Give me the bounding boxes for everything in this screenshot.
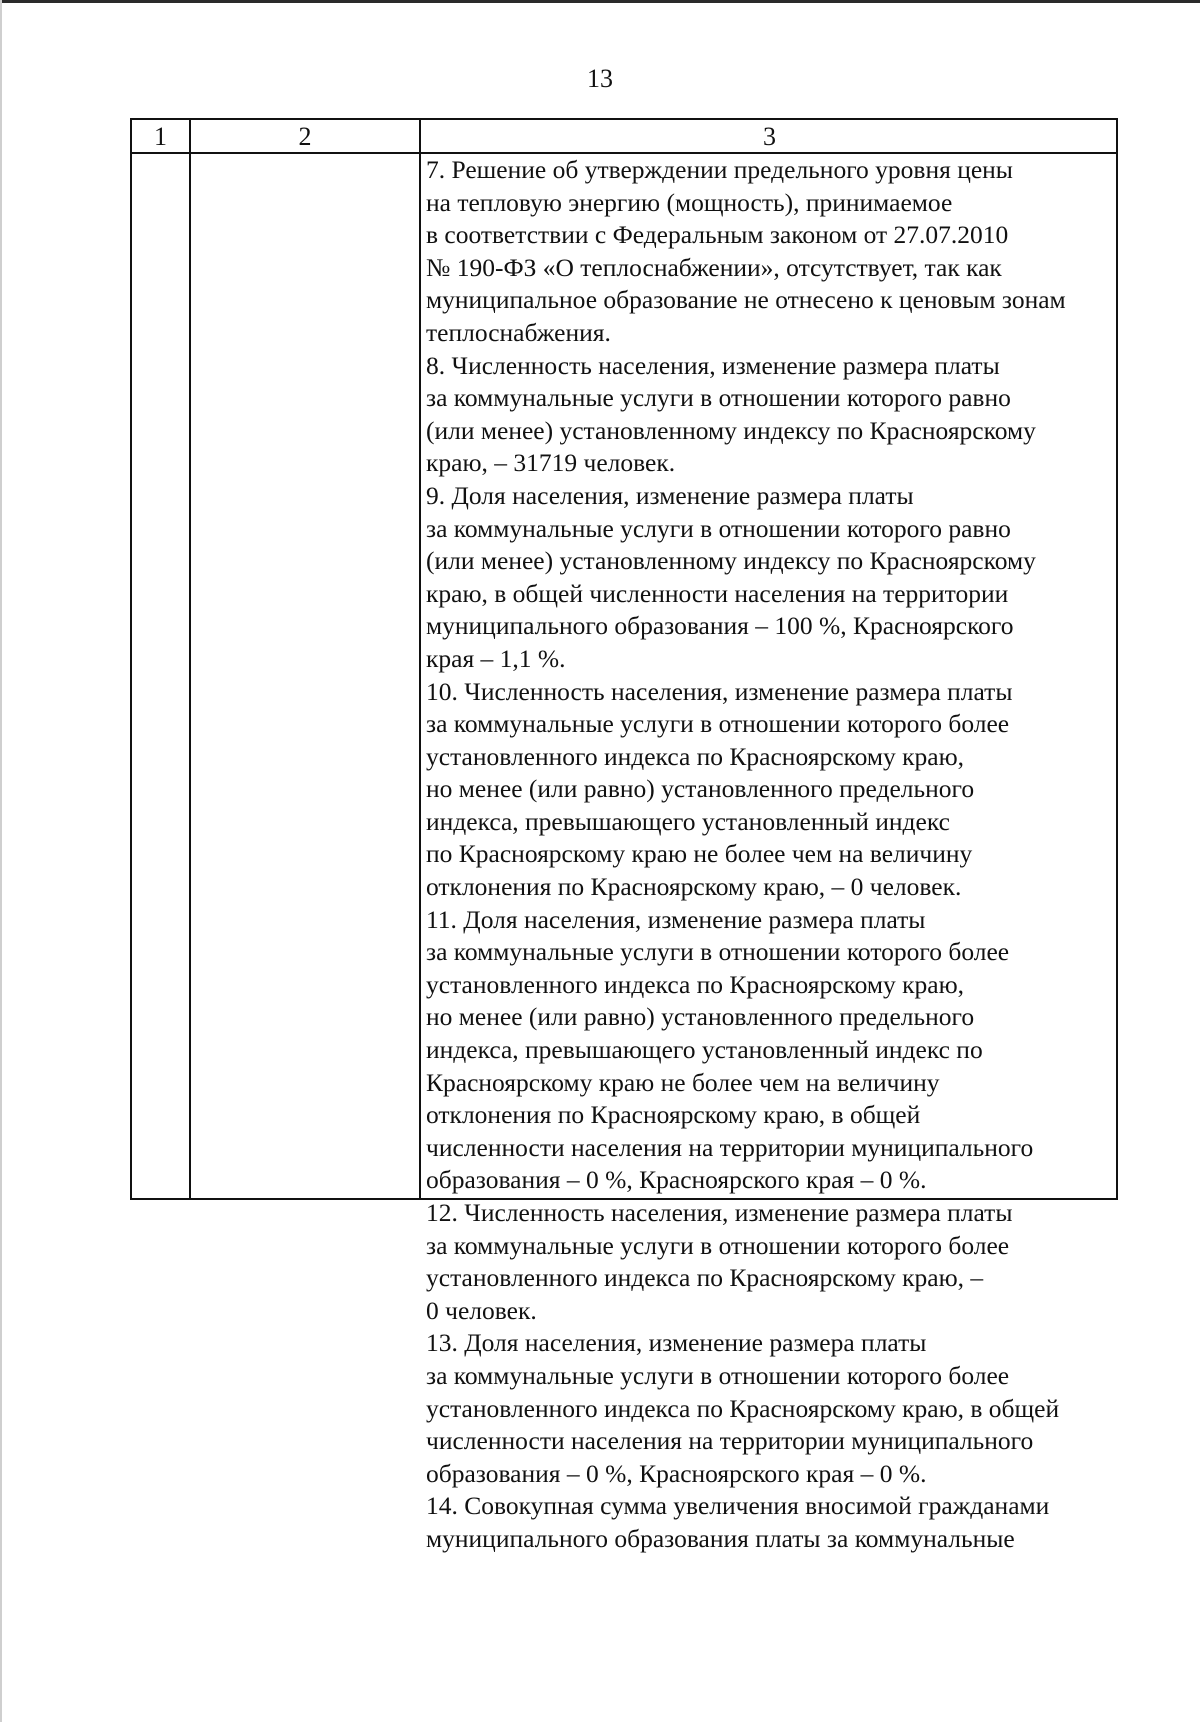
text-line: Красноярскому краю не более чем на величину	[426, 1067, 940, 1097]
text-line: образования – 0 %, Красноярского края – 0 %.	[426, 1458, 927, 1488]
column-header-2: 2	[298, 122, 312, 151]
text-line: но менее (или равно) установленного предельного	[426, 1002, 975, 1032]
text-line: индекса, превышающего установленный индекс по	[426, 1035, 983, 1065]
text-line: 14. Совокупная сумма увеличения вносимой гражданами	[426, 1491, 1050, 1521]
page-number: 13	[587, 64, 613, 93]
text-line: (или менее) установленному индексу по Красноярскому	[426, 415, 1036, 445]
text-line: образования – 0 %, Красноярского края – 0 %.	[426, 1165, 927, 1195]
scan-border-top	[0, 0, 1200, 3]
text-line: за коммунальные услуги в отношении которого равно	[426, 513, 1011, 543]
text-line: 0 человек.	[426, 1295, 537, 1325]
text-line: (или менее) установленному индексу по Красноярскому	[426, 546, 1036, 576]
document-table	[130, 118, 1118, 1553]
text-line: края – 1,1 %.	[426, 643, 566, 673]
text-line: муниципального образования платы за коммунальные	[426, 1523, 1015, 1553]
column-divider-1	[189, 120, 191, 1198]
scan-border-left	[0, 0, 2, 1722]
text-line: индекса, превышающего установленный индекс	[426, 806, 950, 836]
text-line: № 190-ФЗ «О теплоснабжении», отсутствует, так как	[426, 252, 1002, 282]
text-line: 12. Численность населения, изменение размера платы	[426, 1198, 1013, 1227]
column-3-content	[426, 154, 1116, 1556]
text-line: краю, в общей численности населения на территории	[426, 578, 1009, 608]
text-line: за коммунальные услуги в отношении которого более	[426, 937, 1010, 967]
text-line: отклонения по Красноярскому краю, – 0 человек.	[426, 872, 962, 902]
text-line: 7. Решение об утверждении предельного уровня цены	[426, 155, 1013, 184]
text-line: численности населения на территории муниципального	[426, 1426, 1034, 1456]
text-line: на тепловую энергию (мощность), принимаемое	[426, 187, 953, 217]
text-line: отклонения по Красноярскому краю, в общей	[426, 1100, 921, 1130]
text-line: за коммунальные услуги в отношении которого более	[426, 1230, 1010, 1260]
text-line: установленного индекса по Красноярскому краю, –	[426, 1263, 984, 1293]
text-line: теплоснабжения.	[426, 317, 611, 347]
text-line: краю, – 31719 человек.	[426, 448, 676, 478]
text-line: по Красноярскому краю не более чем на величину	[426, 839, 973, 869]
column-header-3: 3	[763, 122, 776, 151]
text-line: установленного индекса по Красноярскому краю,	[426, 969, 965, 999]
text-line: в соответствии с Федеральным законом от 27.07.2010	[426, 220, 1009, 250]
text-line: муниципальное образование не отнесено к ценовым зонам	[426, 285, 1066, 315]
text-line: за коммунальные услуги в отношении которого более	[426, 709, 1010, 739]
text-line: за коммунальные услуги в отношении которого равно	[426, 383, 1011, 413]
text-line: установленного индекса по Красноярскому краю,	[426, 741, 965, 771]
text-line: установленного индекса по Красноярскому краю, в общей	[426, 1393, 1060, 1423]
text-line: муниципального образования – 100 %, Красноярского	[426, 611, 1014, 641]
text-line: за коммунальные услуги в отношении которого более	[426, 1360, 1010, 1390]
text-line: 11. Доля населения, изменение размера платы	[426, 904, 926, 934]
text-line: 13. Доля населения, изменение размера платы	[426, 1328, 927, 1358]
column-header-1: 1	[154, 122, 167, 151]
text-line: но менее (или равно) установленного предельного	[426, 774, 975, 804]
column-divider-2	[419, 120, 421, 1198]
text-line: численности населения на территории муниципального	[426, 1132, 1034, 1162]
text-line: 10. Численность населения, изменение размера платы	[426, 676, 1013, 706]
text-line: 8. Численность населения, изменение размера платы	[426, 350, 1000, 380]
text-line: 9. Доля населения, изменение размера платы	[426, 480, 914, 510]
